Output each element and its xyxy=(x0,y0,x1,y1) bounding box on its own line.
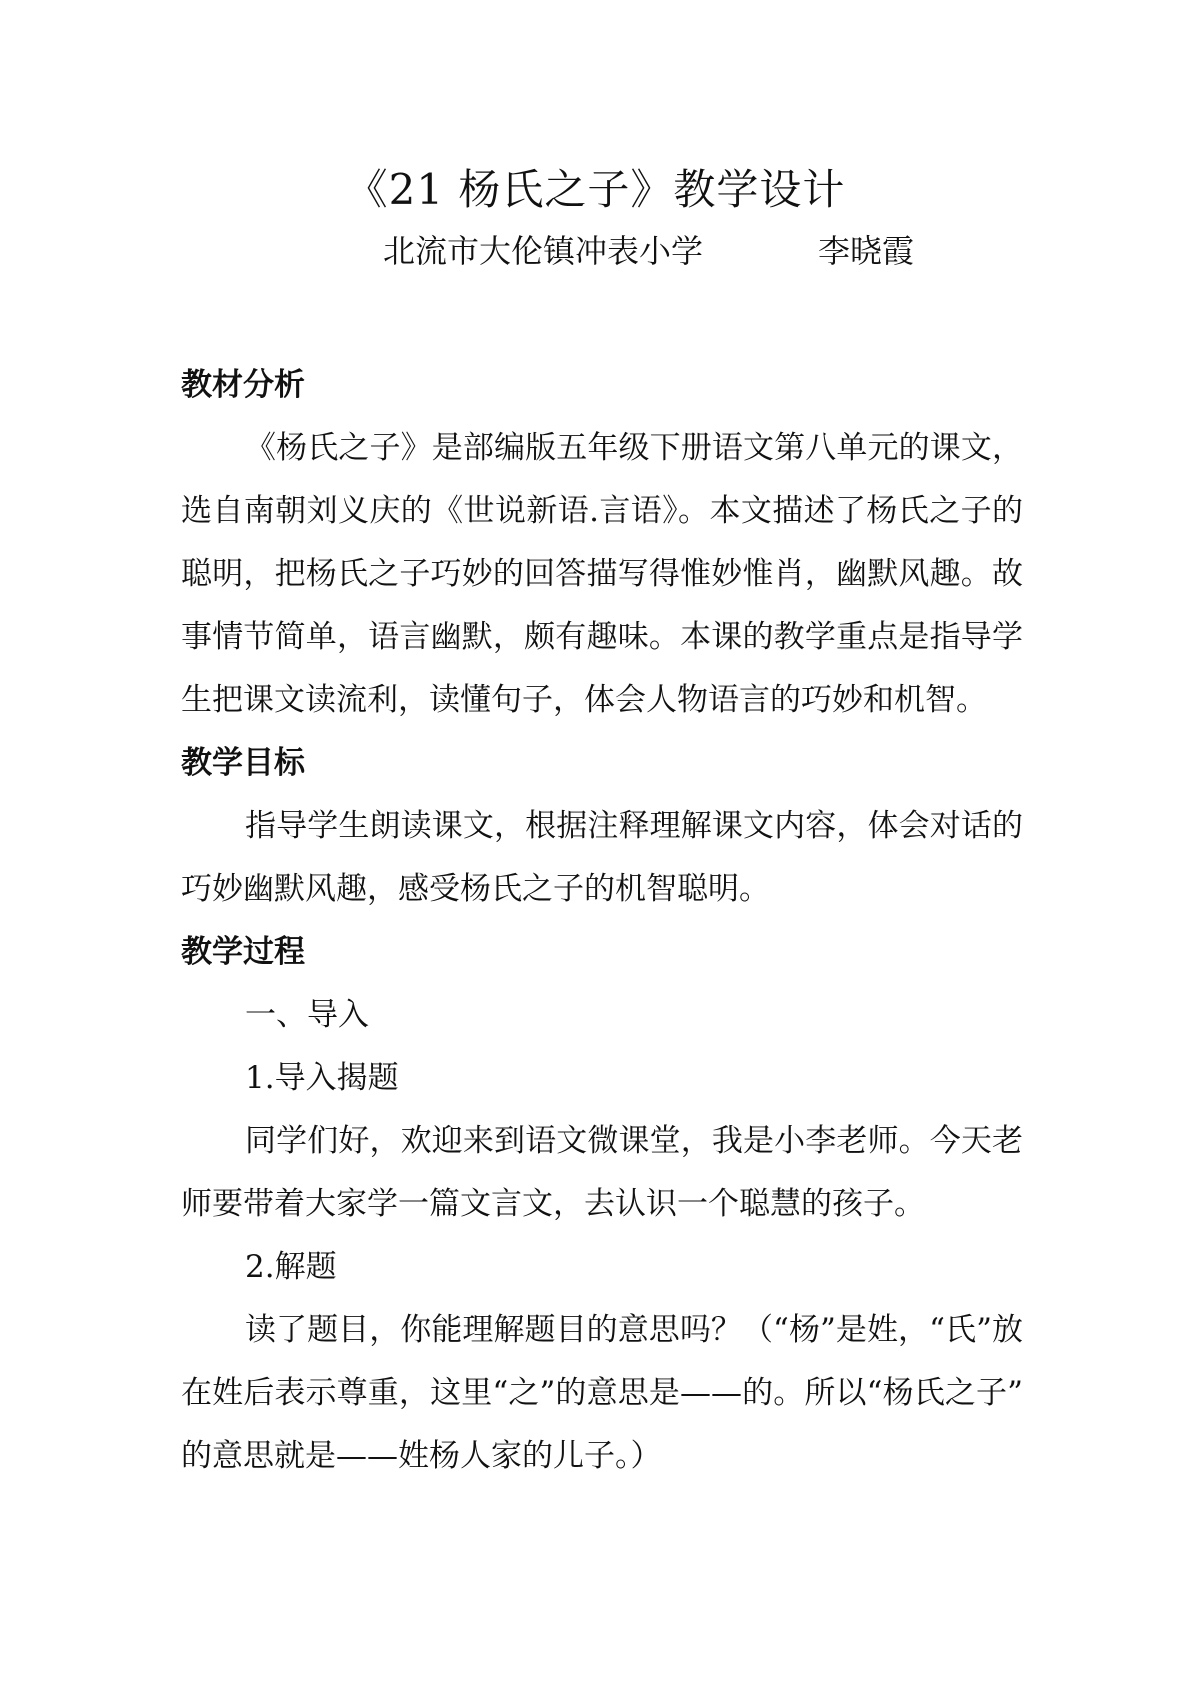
document-title: 《21 杨氏之子》教学设计 xyxy=(345,165,846,214)
process-step-1-title: 1.导入揭题 xyxy=(245,1060,399,1096)
section-heading-process: 教学过程 xyxy=(181,934,305,970)
analysis-paragraph: 《杨氏之子》是部编版五年级下册语文第八单元的课文，选自南朝刘义庆的《世说新语.言语》。本文描述了杨氏之子的聪明，把杨氏之子巧妙的回答描写得惟妙惟肖，幽默风趣。故事情节简单，语言幽默，颇有趣味。本课的教学重点是指导学生把课文读流利，读懂句子，体会人物语言的巧妙和机智。 xyxy=(181,430,1023,718)
school-name: 北流市大伦镇冲表小学 xyxy=(383,232,704,270)
section-heading-goals: 教学目标 xyxy=(181,745,305,781)
process-step-1-text: 同学们好，欢迎来到语文微课堂，我是小李老师。今天老师要带着大家学一篇文言文，去认识一个聪慧的孩子。 xyxy=(181,1123,1023,1222)
section-heading-analysis: 教材分析 xyxy=(181,367,305,403)
document-body xyxy=(181,354,1023,1488)
process-step-2-title: 2.解题 xyxy=(245,1249,337,1285)
goals-paragraph: 指导学生朗读课文，根据注释理解课文内容，体会对话的巧妙幽默风趣，感受杨氏之子的机智聪明。 xyxy=(181,808,1023,907)
author-name: 李晓霞 xyxy=(818,232,915,270)
process-step-2-text: 读了题目，你能理解题目的意思吗？（“杨”是姓，“氏”放在姓后表示尊重，这里“之”的意思是——的。所以“杨氏之子”的意思就是——姓杨人家的儿子。） xyxy=(181,1312,1023,1474)
process-part-intro: 一、导入 xyxy=(245,997,369,1033)
